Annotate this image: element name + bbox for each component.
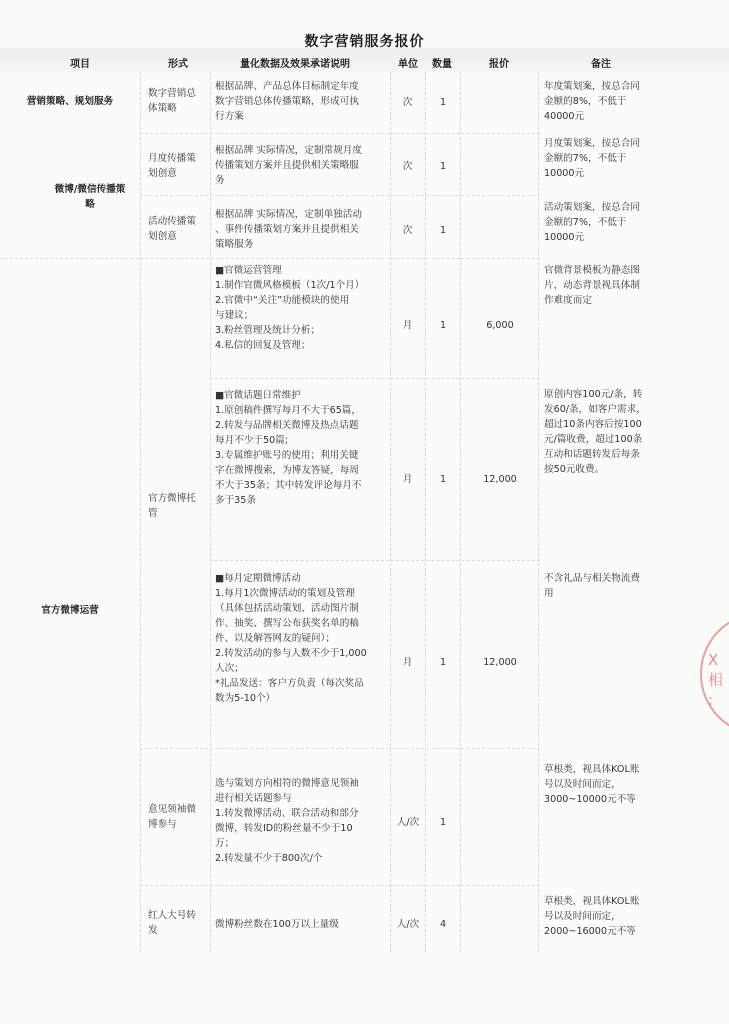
row-5-qty: 1: [439, 474, 447, 485]
grid-line: [390, 72, 391, 952]
grid-line: [210, 378, 540, 379]
row-2-note: 月度策划案，按总合同 金额的7%，不低于 10000元: [544, 138, 640, 179]
header-band: [0, 48, 729, 72]
category-weibo-wechat: 微博/微信传播策 略: [54, 184, 126, 210]
header-item: 项目: [70, 59, 90, 70]
row-2-unit: 次: [402, 161, 413, 172]
grid-line: [460, 72, 461, 952]
grid-line: [140, 133, 540, 134]
grid-line: [140, 195, 540, 196]
grid-line: [538, 72, 539, 952]
row-1-note: 年度策划案，按总合同 金额的8%，不低于 40000元: [544, 81, 640, 122]
grid-line: [140, 885, 540, 886]
grid-line: [210, 560, 540, 561]
row-4-price: 6,000: [486, 320, 514, 331]
row-8-desc: 微博粉丝数在100万以上量级: [215, 919, 339, 930]
header-note: 备注: [591, 59, 611, 70]
row-2-qty: 1: [439, 161, 447, 172]
row-5-price: 12,000: [483, 474, 517, 485]
row-7-qty: 1: [439, 817, 447, 828]
row-7-note: 草根类，视具体KOL账 号以及时间而定， 3000~10000元不等: [544, 764, 640, 805]
row-3-note: 活动策划案，按总合同 金额的7%，不低于 10000元: [544, 202, 640, 243]
row-3-form: 活动传播策 划创意: [148, 216, 196, 242]
row-5-note: 原创内容100元/条，转 发60/条，如客户需求， 超过10条内容后按100 元/篇收费，超过100条 互动和话题转发后每条 按50元收费。: [544, 389, 646, 475]
row-2-form: 月度传播策 划创意: [148, 153, 196, 179]
row-8-note: 草根类，视具体KOL账 号以及时间而定， 2000~16000元不等: [544, 896, 640, 937]
row-6-desc: ■每月定期微博活动 1.每月1次微博活动的策划及管理 （具体包括活动策划、活动图片制 作、抽奖、撰写公布获奖名单的稿 件、以及解答网友的疑问）； 2.转发活动的参与人数不少于1,000 人次； *礼品发送：客户方负责（每次奖品 数为5-10个）: [215, 573, 367, 704]
row-1-desc: 根据品牌、产品总体目标制定年度 数字营销总体传播策略，形成可执 行方案: [215, 81, 359, 122]
row-4-unit: 月: [402, 320, 413, 331]
row-2-desc: 根据品牌 实际情况，定制常规月度 传播策划方案并且提供相关策略服 务: [215, 145, 362, 186]
row-7-unit: 人/次: [396, 817, 420, 828]
row-1-form: 数字营销总 体策略: [148, 88, 196, 114]
header-desc: 量化数据及效果承诺说明: [240, 59, 350, 70]
row-8-qty: 4: [439, 919, 447, 930]
header-qty: 数量: [432, 59, 452, 70]
row-3-desc: 根据品牌 实际情况，定制单独活动 、事件传播策划方案并且提供相关 策略服务: [215, 209, 362, 250]
header-form: 形式: [168, 59, 188, 70]
row-5-form: 官方微博托 管: [148, 493, 196, 519]
row-1-qty: 1: [439, 97, 447, 108]
grid-line: [140, 748, 540, 749]
row-6-note: 不含礼品与相关物流费 用: [544, 573, 640, 599]
row-6-price: 12,000: [483, 657, 517, 668]
row-7-form: 意见领袖微 博参与: [148, 804, 196, 830]
row-5-desc: ■官微话题日常维护 1.原创稿件撰写每月不大于65篇， 2.转发与品牌相关微博及热点话题 每月不少于50篇; 3.专属维护账号的使用；利用关键 字在微博搜索，为博友答疑，每周 不大于35条；其中转发评论每月不 多于35条: [215, 390, 362, 506]
row-8-unit: 人/次: [396, 919, 420, 930]
header-price: 报价: [489, 59, 509, 70]
row-3-qty: 1: [439, 225, 447, 236]
row-1-unit: 次: [402, 97, 413, 108]
grid-line: [0, 258, 540, 259]
category-strategy: 营销策略、规划服务: [26, 96, 114, 107]
row-8-form: 红人大号转 发: [148, 910, 196, 936]
row-6-unit: 月: [402, 657, 413, 668]
row-6-qty: 1: [439, 657, 447, 668]
page-title: 数字营销服务报价: [304, 34, 425, 50]
header-unit: 单位: [398, 59, 418, 70]
row-4-note: 官微背景模板为静态图 片，动态背景视具体制 作难度而定: [544, 265, 640, 306]
row-4-desc: ■官微运营管理 1.制作官微风格模板（1次/1个月） 2.官微中“关注”功能模块的使用 与建议； 3.粉丝管理及统计分析； 4.私信的回复及管理；: [215, 265, 365, 351]
row-3-unit: 次: [402, 225, 413, 236]
company-seal-text: X 相 :: [708, 651, 724, 709]
row-5-unit: 月: [402, 474, 413, 485]
grid-line: [210, 72, 211, 952]
category-official-weibo: 官方微博运营: [41, 605, 99, 616]
row-7-desc: 选与策划方向相符的微博意见领袖 进行相关话题参与 1.转发微博活动、联合活动和部分 微博，转发ID的粉丝量不少于10 万； 2.转发量不少于800次/个: [215, 778, 359, 864]
row-4-qty: 1: [439, 320, 447, 331]
grid-line: [425, 72, 426, 952]
